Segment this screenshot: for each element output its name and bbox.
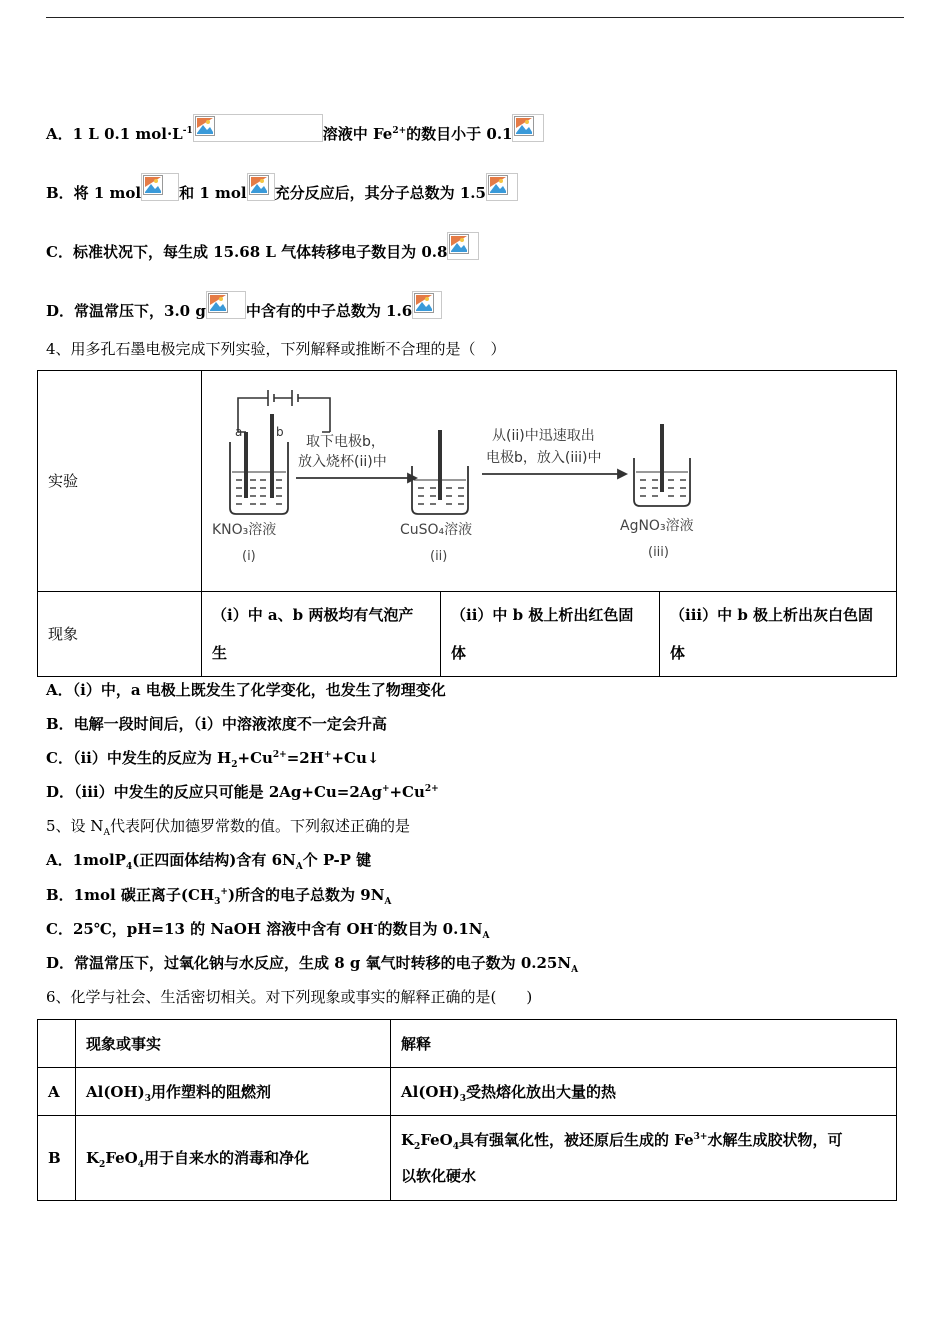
label-beaker-i: (i) <box>242 548 256 564</box>
broken-image-icon <box>141 173 179 201</box>
q5-option-b: B．1mol 碳正离子$(CH_3^+)$所含的电子总数为 $9N_A$ <box>46 886 392 907</box>
q6-row-label: B <box>38 1116 76 1201</box>
q3-option-d: D．常温常压下，3.0 g 中含有的中子总数为 1.6 <box>46 291 442 321</box>
q6-table <box>37 1019 897 1201</box>
experiment-diagram-cell <box>202 371 897 592</box>
broken-image-icon <box>412 291 442 319</box>
beaker-ii <box>412 430 468 514</box>
arrow2-text-line2: 电极b，放入(iii)中 <box>486 449 602 466</box>
broken-image-icon <box>247 173 275 201</box>
broken-image-icon <box>447 232 479 260</box>
broken-image-icon <box>486 173 518 201</box>
arrow1-text-line1: 取下电极b， <box>306 433 385 450</box>
q6-row-a-fact: $Al(OH)_3$用作塑料的阻燃剂 <box>76 1068 391 1116</box>
q6-row-label: A <box>38 1068 76 1116</box>
q5-option-d: D．常温常压下，过氧化钠与水反应，生成 8 g 氧气时转移的电子数为 $0.25N_A$ <box>46 954 579 975</box>
label-electrode-b: b <box>276 424 284 439</box>
row-label-experiment: 实验 <box>38 371 202 592</box>
q4-option-b: B．电解一段时间后，（i）中溶液浓度不一定会升高 <box>46 715 387 733</box>
q4-experiment-table <box>37 370 897 677</box>
label-solution-iii: AgNO₃溶液 <box>620 517 694 534</box>
q3-option-b: B．将 1 mol 和 1 mol 充分反应后，其分子总数为 1.5 <box>46 173 518 203</box>
q4-option-a: A．（i）中，a 电极上既发生了化学变化，也发生了物理变化 <box>46 681 446 699</box>
q6-header-explain: 解释 <box>391 1020 897 1068</box>
top-rule <box>46 17 904 18</box>
arrow-2 <box>482 470 626 478</box>
label-electrode-a: a <box>235 424 243 439</box>
power-circuit <box>238 390 330 432</box>
beaker-iii <box>634 424 690 506</box>
obs-i: （i）中 a、b 两极均有气泡产 生 <box>202 592 441 677</box>
broken-image-icon <box>512 114 544 142</box>
q4-option-c: C．（ii）中发生的反应为 $H_2+Cu^{2+}=2H^++Cu↓$ <box>46 749 380 770</box>
q4-option-d: D．（iii）中发生的反应只可能是 $2Ag+Cu=2Ag^++Cu^{2+}$ <box>46 783 439 801</box>
q6-row-a-explain: $Al(OH)_3$受热熔化放出大量的热 <box>391 1068 897 1116</box>
q6-row-b <box>38 1116 897 1201</box>
q5-option-c: C．25℃，pH=13 的 NaOH 溶液中含有 OH-的数目为 $0.1N_A$ <box>46 920 490 941</box>
label-solution-i: KNO₃溶液 <box>212 521 277 538</box>
q3-option-a: A．1 L 0.1 $mol\cdot L^{-1}$ 溶液中 $Fe^{2+}$的数目小于 0.1 <box>46 114 544 144</box>
q5-option-a: A．1molP$_4$(正四面体结构)含有 $6N_A$个 P-P 键 <box>46 851 372 872</box>
obs-ii: （ii）中 b 极上析出红色固 体 <box>441 592 660 677</box>
q6-row-a <box>38 1068 897 1116</box>
arrow1-text-line2: 放入烧杯(ii)中 <box>298 453 387 470</box>
broken-image-icon <box>193 114 323 142</box>
electrolysis-diagram <box>202 372 896 591</box>
q6-header-fact: 现象或事实 <box>76 1020 391 1068</box>
obs-iii: （iii）中 b 极上析出灰白色固 体 <box>660 592 897 677</box>
q5-stem: 5、设 $N_A$代表阿伏加德罗常数的值。下列叙述正确的是 <box>46 817 410 838</box>
q4-stem: 4、用多孔石墨电极完成下列实验，下列解释或推断不合理的是（ ） <box>46 340 506 358</box>
q6-row-b-fact: $K_2FeO_4$用于自来水的消毒和净化 <box>76 1116 391 1201</box>
q6-header-blank <box>38 1020 76 1068</box>
q6-row-b-explain: $K_2FeO_4$具有强氧化性，被还原后生成的 $Fe^{3+}$水解生成胶状物，可 以软化硬水 <box>391 1116 897 1201</box>
row-label-phenomenon: 现象 <box>38 592 202 677</box>
solution-dashes-i <box>236 480 282 504</box>
q3-option-c: C．标准状况下，每生成 15.68 L 气体转移电子数目为 0.8 <box>46 232 479 262</box>
label-solution-ii: CuSO₄溶液 <box>400 521 473 538</box>
label-beaker-iii: (iii) <box>648 544 669 560</box>
arrow-1 <box>296 474 416 482</box>
arrow2-text-line1: 从(ii)中迅速取出 <box>492 427 595 444</box>
label-beaker-ii: (ii) <box>430 548 448 564</box>
broken-image-icon <box>206 291 246 319</box>
q6-stem: 6、化学与社会、生活密切相关。对下列现象或事实的解释正确的是( ) <box>46 988 533 1006</box>
